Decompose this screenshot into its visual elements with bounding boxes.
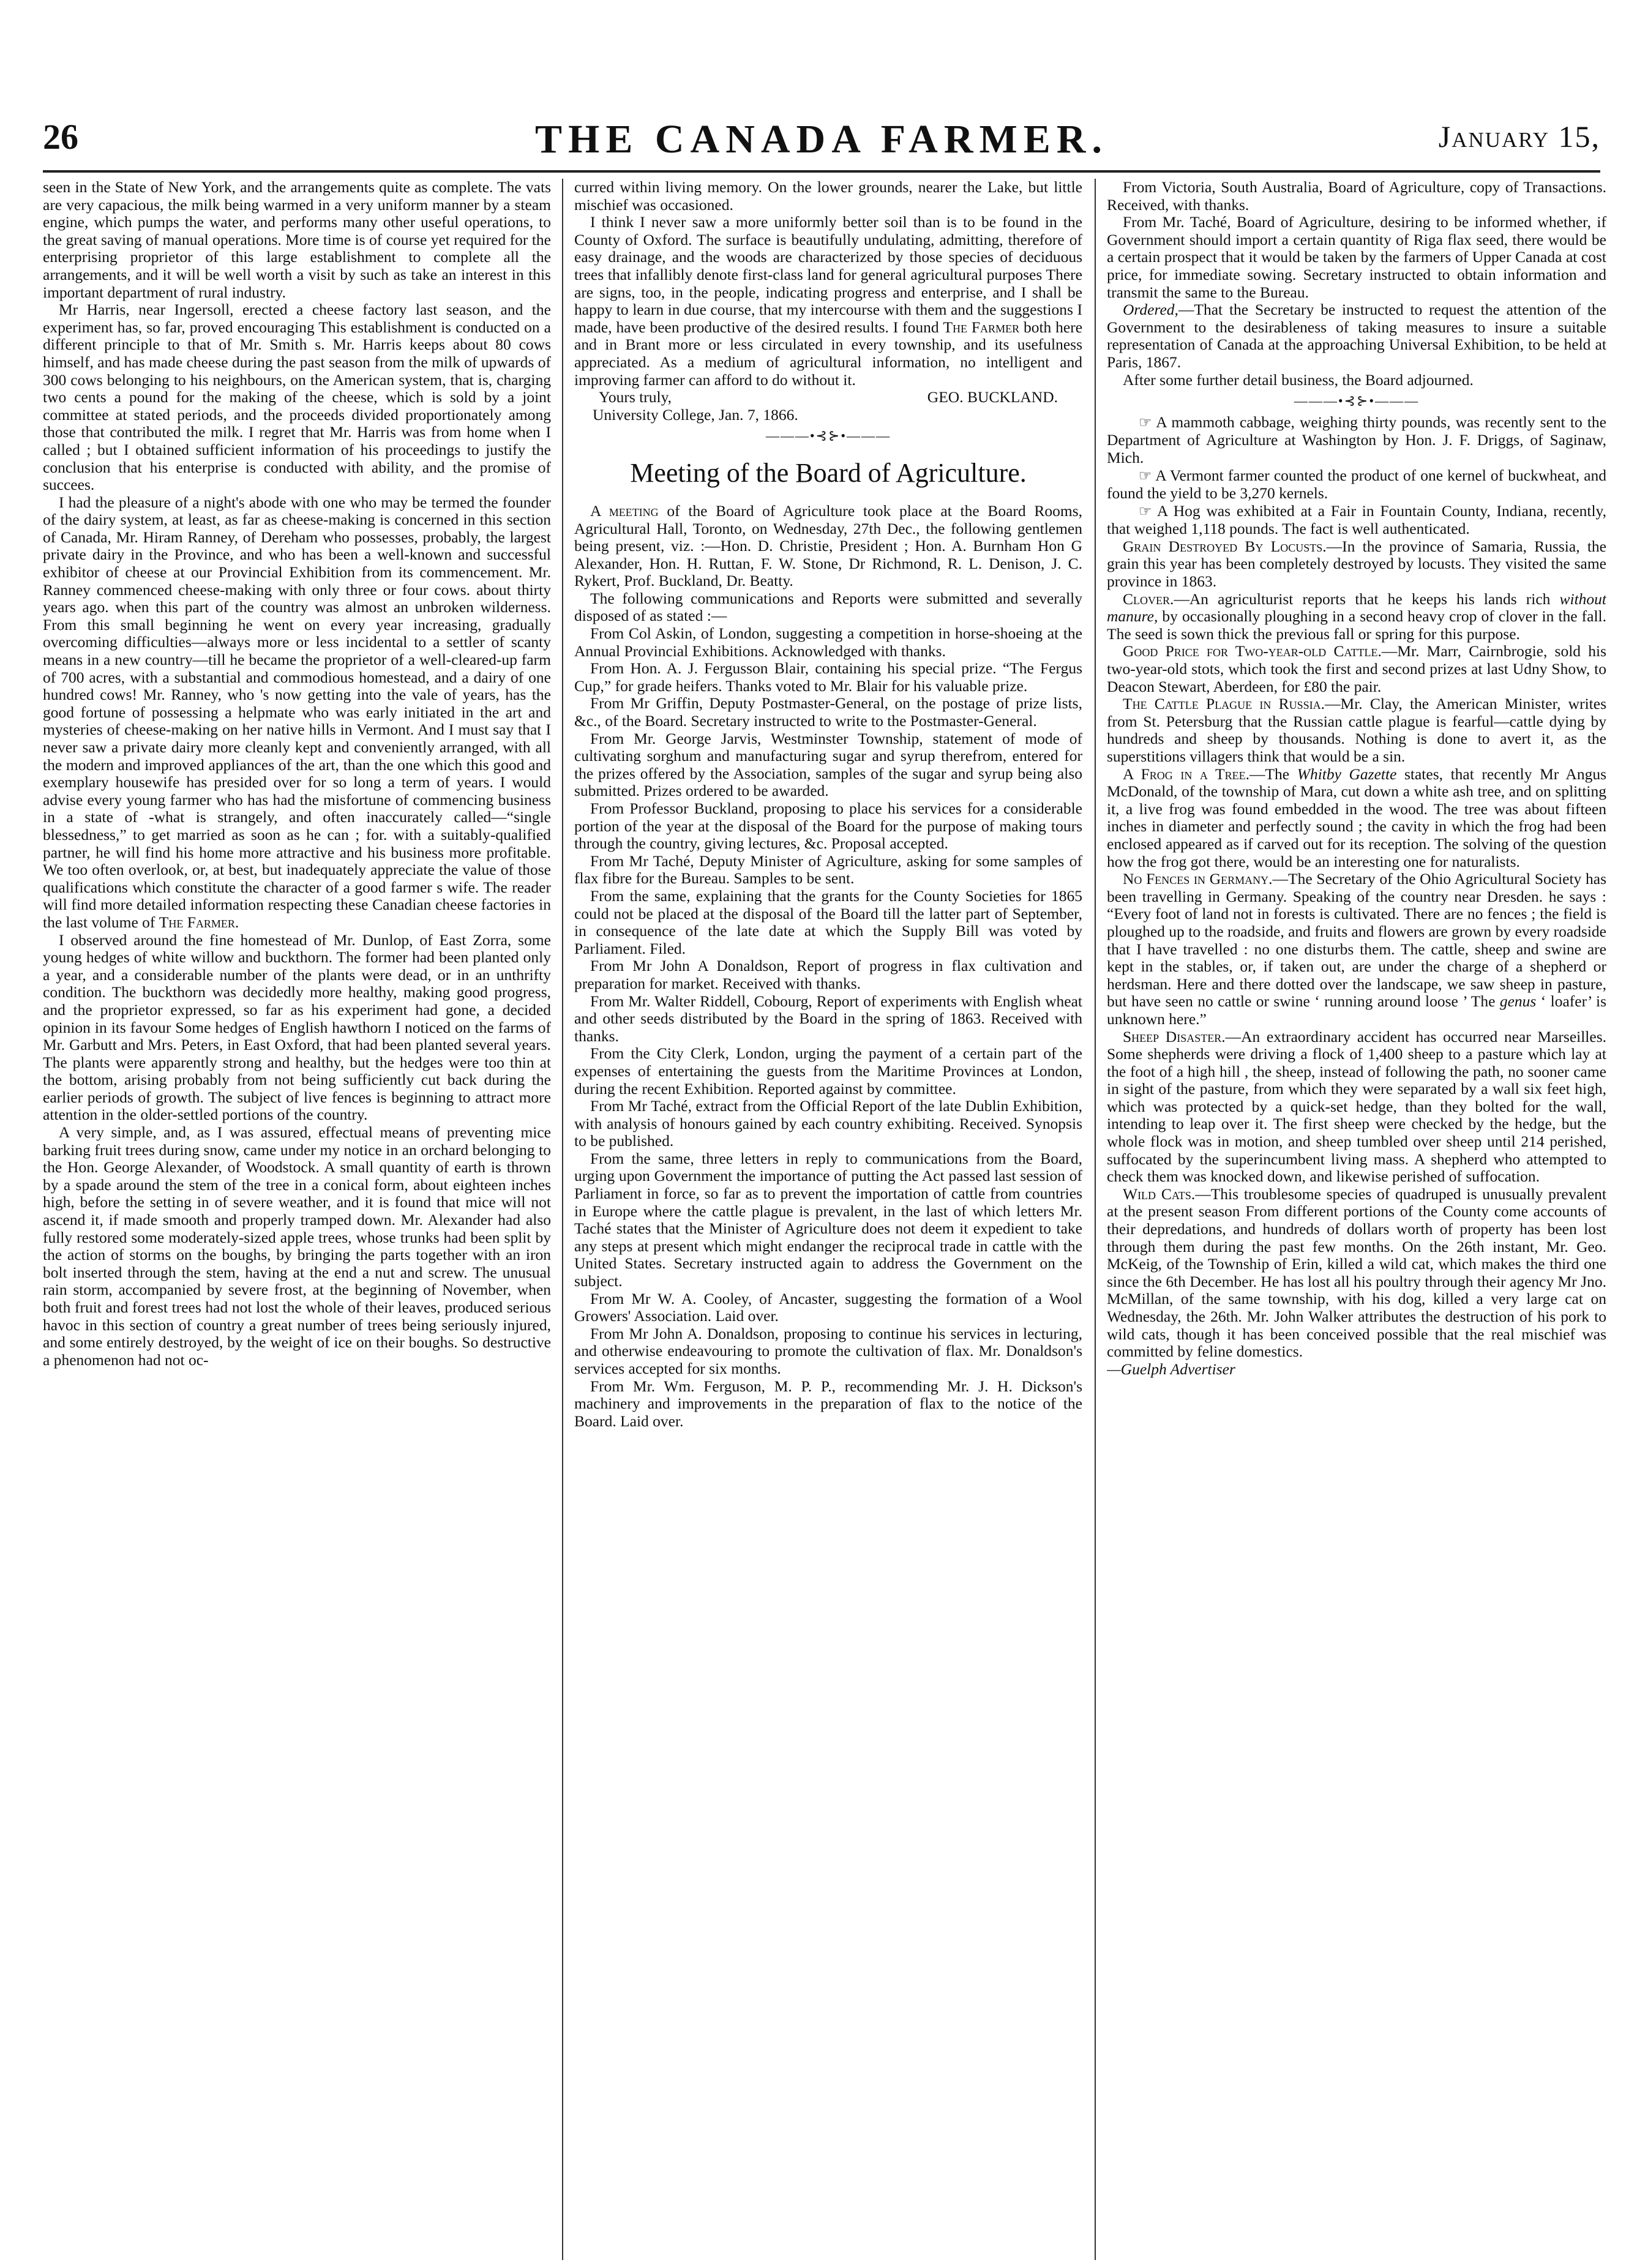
paragraph-text: —In the province of Samaria, Russia, the grain this year has been completely destroyed by locusts. They visited the same province in 1863.	[1107, 537, 1606, 591]
signature-name: GEO. BUCKLAND.	[927, 388, 1058, 406]
column-divider	[1095, 179, 1096, 2260]
paragraph: Mr Harris, near Ingersoll, erected a cheese factory last season, and the experiment has, so far, proved encouraging This establishment is conducted on a different principle to that of Mr. Smith s. Mr. Harris keeps about 80 cows himself, and has made cheese during the past season from the milk of upwards of 300 cows belonging to his neighbours, on the American system, that is, charging two cents a pound for the making of the cheese, which is sold by a joint committee at stated periods, and the proceeds divided proportionately among those that contributed the milk. I regret that Mr. Harris was from home when I called ; but I obtained sufficient information of his proceedings to justify the conclusion that his enterprise is conducted with ability, and the promise of succees.	[43, 301, 551, 494]
paragraph-text: —An agriculturist reports that he keeps his lands rich	[1174, 589, 1551, 608]
column-2	[574, 179, 1082, 2260]
paragraph	[1107, 766, 1606, 871]
run-in-heading: Clover.	[1123, 589, 1174, 608]
run-in-heading: Sheep Disaster.	[1123, 1027, 1226, 1046]
column-divider	[562, 179, 563, 2260]
run-in-lead: Ordered,	[1123, 301, 1178, 319]
run-in-heading: No Fences in Germany.	[1123, 870, 1273, 888]
paragraph: From Mr. George Jarvis, Westminster Township, statement of mode of cultivating sorghum and manufacturing sugar and syrup therefrom, entered for the prizes offered by the Association, samples of the sugar and syrup being also submitted. Prizes ordered to be awarded.	[574, 729, 1082, 800]
paragraph	[1107, 467, 1606, 503]
paragraph: From the same, three letters in reply to communications from the Board, urging upon Government the importance of putting the Act passed last session of Parliament in force, so far as to prevent the importation of cattle from countries in Europe where the cattle plague is prevalent, in the last of which letters Mr. Taché states that the Minister of Agriculture does not deem it expedient to take any steps at present which might endanger the reciprocal trade in cattle with the United States. Secretary instructed again to address the Government on the subject.	[574, 1149, 1082, 1290]
paragraph: From Mr. Walter Riddell, Cobourg, Report of experiments with English wheat and other seeds distributed by the Board in the spring of 1863. Received with thanks.	[574, 992, 1082, 1045]
paragraph-text: by occasionally ploughing in a second heavy crop of clover in the fall. The seed is sown thick the previous fall or spring for this purpose.	[1107, 607, 1606, 643]
paragraph: seen in the State of New York, and the arrangements quite as complete. The vats are very capacious, the milk being warmed in a very uniform manner by a steam engine, which pumps the water, and performs many other useful operations, to the great saving of manual operations. More time is of course yet required for the enterprising proprietor of this large establishment to complete all the arrangements, and it will be well worth a visit by such as take an interest in this important department of rural industry.	[43, 179, 551, 301]
paragraph	[1107, 414, 1606, 467]
emphasis: genus	[1499, 992, 1537, 1011]
paragraph	[1107, 503, 1606, 538]
paragraph-text: —The Secretary of the Ohio Agricultural Society has been travelling in Germany. Speaking of the country near Dresden. he says : “Every foot of land not in forests is cultivated. There are no fences ; the field is ploughed up to the roadside, and fruits and flowers are grown by every roadside that I have travelled : no one disturbs them. The cattle, sheep and swine are kept in the stables, or, if taken out, are under the charge of a shepherd or herdsman. Here and there dotted over the landscape, we saw sheep in pasture, but have seen no cattle or swine ‘ running around loose ’ The	[1107, 870, 1606, 1011]
run-in-lead: A meeting	[590, 501, 659, 520]
paragraph: From Professor Buckland, proposing to place his services for a considerable portion of the year at the disposal of the Board for the purpose of making tours through the country, giving lectures, &c. Proposal accepted.	[574, 799, 1082, 853]
emphasis: Whitby Gazette	[1297, 765, 1397, 783]
page-number: 26	[43, 117, 78, 157]
paragraph: A very simple, and, as I was assured, effectual means of preventing mice barking fruit trees during snow, came under my notice in an orchard belonging to the Hon. George Alexander, of Woodstock. A small quantity of earth is thrown by a spade around the stem of the tree in a conical form, about eighteen inches high, before the setting in of severe weather, and it is found that mice will not ascend it, if made smooth and properly tramped down. Mr. Alexander had also fully restored some moderately-sized apple trees, whose trunks had been split by the action of storms on the boughs, by bringing the parts together with an iron bolt inserted through the stem, having at the end a nut and screw. The unusual rain storm, accompanied by severe frost, at the beginning of November, when both fruit and forest trees had not lost the whole of their leaves, produced serious havoc in this section of country a great number of trees being seriously injured, and some entirely destroyed, by the weight of ice on their boughs. So destructive a phenomenon had not oc-	[43, 1123, 551, 1369]
paragraph	[1107, 1028, 1606, 1186]
paragraph: From Mr Taché, Deputy Minister of Agriculture, asking for some samples of flax fibre for the Bureau. Samples to be sent.	[574, 851, 1082, 888]
paragraph-text: both here and in Brant more or less circulated in every township, and its usefulness appreciated. As a medium of agricultural information, no intelligent and improving farmer can afford to do without it.	[574, 318, 1082, 389]
paragraph-text: I had the pleasure of a night's abode with one who may be termed the founder of the dairy system, at least, as far as cheese-making is concerned in this section of Canada, Mr. Hiram Ranney, of Dereham who possesses, probably, the largest private dairy in the Province, and who has been a well-known and successful exhibitor of cheese at our Provincial Exhibition from its commencement. Mr. Ranney commenced cheese-making with only three or four cows. about thirty years ago. when this part of the country was almost an unbroken wilderness. From this small beginning he went on every year increasing, gradually overcoming difficulties—always more or less incidental to a settler of scanty means in a new country—till he became the proprietor of a well-cleared-up farm of 700 acres, with a substantial and commodious homestead, and a dairy of one hundred cows! Mr. Ranney, who 's now getting into the vale of years, has the good fortune of possessing a helpmate who was early initiated in the art and mysteries of cheese-making on her native hills in Vermont. And I must say that I never saw a private dairy more cleanly kept and conveniently arranged, with all the modern and improved appliances of the art, than the one which this good and exemplary housewife has presided over for so long a term of years. I would advise every young farmer who has had the misfortune of commencing business in a state of -what is strangely, and often inaccurately called—“single blessedness,” to get married as soon as he can ; for. with a suitably-qualified partner, he will find his home more attractive and his business more profitable. We too often overlook, or, at best, but inadequately appreciate the value of those qualifications which constitute the character of a good farmer s wife. The reader will find more detailed information respecting these Canadian cheese factories in the last volume of	[43, 493, 551, 931]
signature-place-date: University College, Jan. 7, 1866.	[593, 405, 798, 424]
pointing-hand-icon: ☞	[1139, 414, 1152, 431]
paragraph-text: of the Board of Agriculture took place at the Board Rooms, Agricultural Hall, Toronto, on Wednesday, 27th Dec., the following gentlemen being present, viz. :—Hon. D. Christie, President ; Hon. A. Burnham Hon G Alexander, Hon. H. Ruttan, F. W. Stone, Dr Richmond, R. L. Denison, J. C. Rykert, Prof. Buckland, Dr. Beatty.	[574, 501, 1082, 590]
run-in-heading: Grain Destroyed By Locusts.	[1123, 537, 1327, 555]
paragraph-text: A Hog was exhibited at a Fair in Fountain County, Indiana, recently, that weighed 1,118 pounds. The fact is well authenticated.	[1107, 501, 1606, 538]
paragraph	[1107, 695, 1606, 765]
paragraph: From the City Clerk, London, urging the payment of a certain part of the expenses of entertaining the guests from the Maritime Provinces at London, during the recent Exhibition. Reported against by committee.	[574, 1044, 1082, 1098]
paragraph-text: —Mr. Clay, the American Minister, writes from St. Petersburg that the Russian cattle plague is fearful—cattle dying by hundreds and sheep by thousands. Nothing is done to avert it, as the superstitions villagers think that would be a sin.	[1107, 695, 1606, 765]
paragraph: I observed around the fine homestead of Mr. Dunlop, of East Zorra, some young hedges of white willow and buckthorn. The former had been planted only a year, and a considerable number of the plants were dead, or in an unthrifty condition. The buckthorn was decidedly more healthy, making good progress, and the proprietor expressed, so far as his experiment had gone, a decided opinion in its favour Some hedges of English hawthorn I noticed on the farms of Mr. Garbutt and Mrs. Peters, in East Oxford, that had been planted several years. The plants were apparently strong and healthy, but the hedges were too thin at the bottom, arising probably from not being sufficiently cut back during the earlier periods of growth. The subject of live fences is beginning to attract more attention in the older-settled portions of the country.	[43, 930, 551, 1124]
paragraph	[1107, 538, 1606, 591]
paragraph-text: —That the Secretary be instructed to request the attention of the Government to the desirableness of taking measures to insure a suitable representation of Canada at the approaching Universal Exhibition, to be held at Paris, 1867.	[1107, 301, 1606, 371]
pointing-hand-icon: ☞	[1139, 468, 1152, 484]
source-credit: —Guelph Advertiser	[1107, 1360, 1235, 1378]
issue-date: January 15,	[1438, 119, 1600, 154]
paragraph: From Mr. Taché, Board of Agriculture, desiring to be informed whether, if Government should import a certain quantity of Riga flax seed, there would be a certain prospect that it would be taken by the farmers of Upper Canada at cost price, for immediate sowing. Secretary instructed to obtain information and transmit the same to the Bureau.	[1107, 213, 1606, 301]
paragraph-text: I think I never saw a more uniformly better soil than is to be found in the County of Oxford. The surface is beautifully undulating, admitting, therefore of easy drainage, and the woods are characterized by those species of deciduous trees that infallibly denote first-class land for general agricultural purposes There are signs, too, in the people, indicating progress and enterprise, and I shall be happy to learn in due course, that my intercourse with them and the suggestions I made, have been productive of the desired results. I found	[574, 213, 1082, 336]
pointing-hand-icon: ☞	[1139, 503, 1152, 520]
paragraph-text: ‘ loafer’ is unknown here.”	[1107, 992, 1606, 1028]
column-3	[1107, 179, 1606, 2260]
paragraph-text: A mammoth cabbage, weighing thirty pounds, was recently sent to the Department of Agriculture at Washington by Hon. J. F. Driggs, of Saginaw, Mich.	[1107, 413, 1606, 466]
paragraph: From Victoria, South Australia, Board of Agriculture, copy of Transactions. Received, with thanks.	[1107, 179, 1606, 214]
paragraph: The following communications and Reports were submitted and severally disposed of as stated :—	[574, 589, 1082, 625]
paragraph: From Hon. A. J. Fergusson Blair, containing his special prize. “The Fergus Cup,” for grade heifers. Thanks voted to Mr. Blair for his valuable prize.	[574, 659, 1082, 695]
paragraph	[1107, 301, 1606, 371]
paragraph: From Mr. Wm. Ferguson, M. P. P., recommending Mr. J. H. Dickson's machinery and improvements in the preparation of flax to the notice of the Board. Laid over.	[574, 1377, 1082, 1430]
section-heading: Meeting of the Board of Agriculture.	[630, 457, 1027, 488]
paragraph: From Mr Taché, extract from the Official Report of the late Dublin Exhibition, with analysis of honours gained by each country exhibiting. Received. Synopsis to be published.	[574, 1097, 1082, 1150]
paragraph-text: —This troublesome species of quadruped is unusually prevalent at the present season From different portions of the County come accounts of their depredations, and hundreds of dollars worth of property has been lost through them during the past few months. On the 26th instant, Mr. Geo. McKeig, of the Township of Erin, killed a wild cat, which makes the third one since the 6th December. He has lost all his poultry through their agency Mr Jno. McMillan, of the same township, with his dog, killed a very large cat on Wednesday, the 26th. Mr. John Walker attributes the destruction of his pork to wild cats, though it has been conceived possible that the real mischief was committed by feline domestics.	[1107, 1185, 1606, 1361]
paragraph: From Mr Griffin, Deputy Postmaster-General, on the postage of prize lists, &c., of the Board. Secretary instructed to write to the Postmaster-General.	[574, 694, 1082, 730]
paragraph: From Mr John A Donaldson, Report of progress in flax cultivation and preparation for market. Received with thanks.	[574, 957, 1082, 992]
run-in-heading: A Frog in a Tree.	[1123, 765, 1249, 783]
paragraph	[1107, 591, 1606, 643]
ornamental-divider: ———•⊰⊱•———	[765, 428, 891, 444]
paragraph: From Mr W. A. Cooley, of Ancaster, suggesting the formation of a Wool Growers' Association. Laid over.	[574, 1289, 1082, 1325]
paragraph: From Col Askin, of London, suggesting a competition in horse-shoeing at the Annual Provincial Exhibitions. Acknowledged with thanks.	[574, 624, 1082, 660]
paragraph	[1107, 643, 1606, 695]
paragraph	[43, 494, 551, 932]
page-header	[43, 116, 1600, 165]
ornamental-divider: ———•⊰⊱•———	[1294, 393, 1420, 409]
header-rule	[43, 170, 1600, 173]
paragraph: From Mr John A. Donaldson, proposing to continue his services in lecturing, and otherwise endeavouring to promote the cultivation of flax. Mr. Donaldson's services accepted for six months.	[574, 1324, 1082, 1377]
paragraph-text: —Mr. Marr, Cairnbrogie, sold his two-year-old stots, which took the first and second prizes at last Udny Show, to Deacon Stewart, Aberdeen, for £80 the pair.	[1107, 642, 1606, 695]
paragraph-text: —The	[1249, 765, 1290, 783]
newspaper-name: The Farmer.	[159, 913, 239, 931]
letter-signature	[574, 389, 1082, 424]
newspaper-name: The Farmer	[943, 318, 1020, 336]
paragraph-text: —An extraordinary accident has occurred near Marseilles. Some shepherds were driving a flock of 1,400 sheep to a pasture which lay at the foot of a high hill , the sheep, instead of following the path, no sooner came in sight of the pasture, from which they were separated by a wall six feet high, which was protected by a quick-set hedge, than they bolted for the wall, intending to leap over it. The first sheep were checked by the hedge, but the whole flock was in motion, and sheep tumbled over sheep until 214 perished, suffocated by the superincumbent living mass. A shepherd who attempted to check them was knocked down, and likewise perished of suffocation.	[1107, 1027, 1606, 1186]
run-in-heading: Good Price for Two-year-old Cattle.	[1123, 642, 1382, 661]
masthead-title: THE CANADA FARMER.	[535, 117, 1108, 162]
paragraph: After some further detail business, the Board adjourned.	[1123, 370, 1474, 389]
paragraph: curred within living memory. On the lower grounds, nearer the Lake, but little mischief was occasioned.	[574, 179, 1082, 214]
paragraph	[574, 503, 1082, 590]
paragraph	[1107, 1186, 1606, 1361]
column-1	[43, 179, 551, 2260]
paragraph	[574, 214, 1082, 389]
run-in-heading: The Cattle Plague in Russia.	[1123, 695, 1325, 713]
signature-closing: Yours truly,	[599, 388, 672, 406]
paragraph	[1107, 870, 1606, 1028]
paragraph: From the same, explaining that the grants for the County Societies for 1865 could not be placed at the disposal of the Board till the latter part of September, in consequence of the late date at which the Supply Bill was voted by Parliament. Filed.	[574, 886, 1082, 957]
emphasis: without manure,	[1107, 589, 1606, 626]
paragraph-text: states, that recently Mr Angus McDonald, of the township of Mara, cut down a white ash tree, and on splitting it, a live frog was found embedded in the wood. The tree was about fifteen inches in diameter and perfectly sound ; the cavity in which the frog had been enclosed appeared as if carved out for its reception. The solving of the question how the frog got there, would be an interesting one for naturalists.	[1107, 765, 1606, 870]
run-in-heading: Wild Cats.	[1123, 1185, 1196, 1203]
paragraph-text: A Vermont farmer counted the product of one kernel of buckwheat, and found the yield to be 3,270 kernels.	[1107, 466, 1606, 503]
